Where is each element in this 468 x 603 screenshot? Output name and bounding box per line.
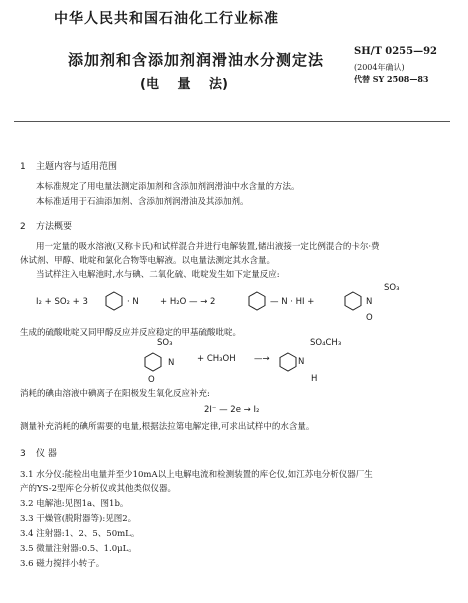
document-title: 添加剂和含添加剂润滑油水分测定法 [68, 51, 325, 69]
item-3-5: 3.5 微量注射器:0.5、1.0μL。 [20, 544, 137, 554]
section-1-paragraph-1: 本标准规定了用电量法测定添加剂和含添加剂润滑油中水含量的方法。 [36, 182, 300, 192]
equation-1-n2: N [366, 297, 373, 307]
section-number: 1 [20, 162, 26, 172]
section-2-heading [20, 219, 72, 232]
pyridine-ring-icon [246, 290, 268, 312]
item-3-1-line-1: 3.1 水分仪:能检出电量并至少10mA以上电解电流和检测装置的库仑仪,如江苏电分析仪器厂生 [20, 470, 373, 480]
equation-1-n: · N [127, 297, 139, 307]
pyridine-ring-icon [342, 290, 364, 312]
pyridine-ring-icon [142, 351, 164, 373]
section-title: 仪 器 [36, 449, 57, 459]
item-3-2: 3.2 电解池:见图1a、图1b。 [20, 499, 129, 509]
equation-1-lhs: I₂ + SO₂ + 3 [36, 297, 88, 307]
section-1-heading [20, 159, 117, 172]
equation-2-h: H [311, 374, 318, 384]
equation-2-methylsulfate: SO₄CH₃ [310, 338, 342, 348]
section-title: 主题内容与适用范围 [36, 162, 118, 172]
standard-supersedes: 代替 SY 2508—83 [354, 74, 429, 84]
pyridine-ring-icon [277, 351, 299, 373]
equation-2-o: O [148, 375, 155, 385]
section-2-paragraph-6: 测量补充消耗的碘所需要的电量,根据法拉第电解定律,可求出试样中的水含量。 [20, 422, 315, 432]
document-subtitle: (电 量 法) [140, 77, 228, 92]
equation-2-n2: N [298, 357, 305, 367]
standard-confirmation: (2004年确认) [354, 63, 405, 72]
item-3-4: 3.4 注射器:1、2、5、50mL。 [20, 529, 140, 539]
pyridine-ring-icon [103, 290, 125, 312]
equation-1-so3: SO₃ [384, 283, 400, 293]
section-title: 方法概要 [36, 222, 73, 232]
equation-3: 2I⁻ — 2e → I₂ [204, 405, 260, 415]
item-3-1-line-2: 产的YS-2型库仑分析仪或其他类似仪器。 [20, 484, 177, 494]
equation-2-n: N [168, 358, 175, 368]
section-2-paragraph-1: 用一定量的吸水溶液(又称卡氏)和试样混合并进行电解装置,储出液接一定比例混合的卡尔·费 [36, 242, 380, 252]
equation-2-arrow: —→ [254, 354, 270, 364]
standard-org-header: 中华人民共和国石油化工行业标准 [54, 11, 279, 27]
item-3-6: 3.6 磁力搅拌小转子。 [20, 559, 105, 569]
section-number: 3 [20, 449, 26, 459]
section-2-paragraph-5: 消耗的碘由溶液中碘离子在阳极发生氧化反应补充: [20, 389, 210, 399]
section-2-paragraph-4: 生成的硫酸吡啶又同甲醇反应并反应稳定的甲基硫酸吡啶。 [20, 328, 242, 338]
equation-2-methanol: + CH₃OH [197, 354, 236, 364]
equation-1-product: — N · HI + [270, 297, 315, 307]
section-2-paragraph-3: 当试样注入电解池时,水与碘、二氧化硫、吡啶发生如下定量反应: [36, 270, 280, 280]
equation-2-so3: SO₃ [157, 338, 173, 348]
item-3-3: 3.3 干燥管(脱附器等):见图2。 [20, 514, 137, 524]
equation-1-o: O [366, 313, 373, 323]
section-1-paragraph-2: 本标准适用于石油添加剂、含添加剂润滑油及其添加剂。 [36, 197, 249, 207]
section-number: 2 [20, 222, 26, 232]
section-3-heading [20, 446, 57, 459]
section-2-paragraph-2: 休试剂、甲醇、吡啶和氯化合物等电解液。以电量法测定其水含量。 [20, 256, 276, 266]
equation-1-water: + H₂O — → 2 [160, 297, 216, 307]
header-rule [14, 121, 450, 122]
standard-number: SH/T 0255—92 [354, 46, 437, 57]
